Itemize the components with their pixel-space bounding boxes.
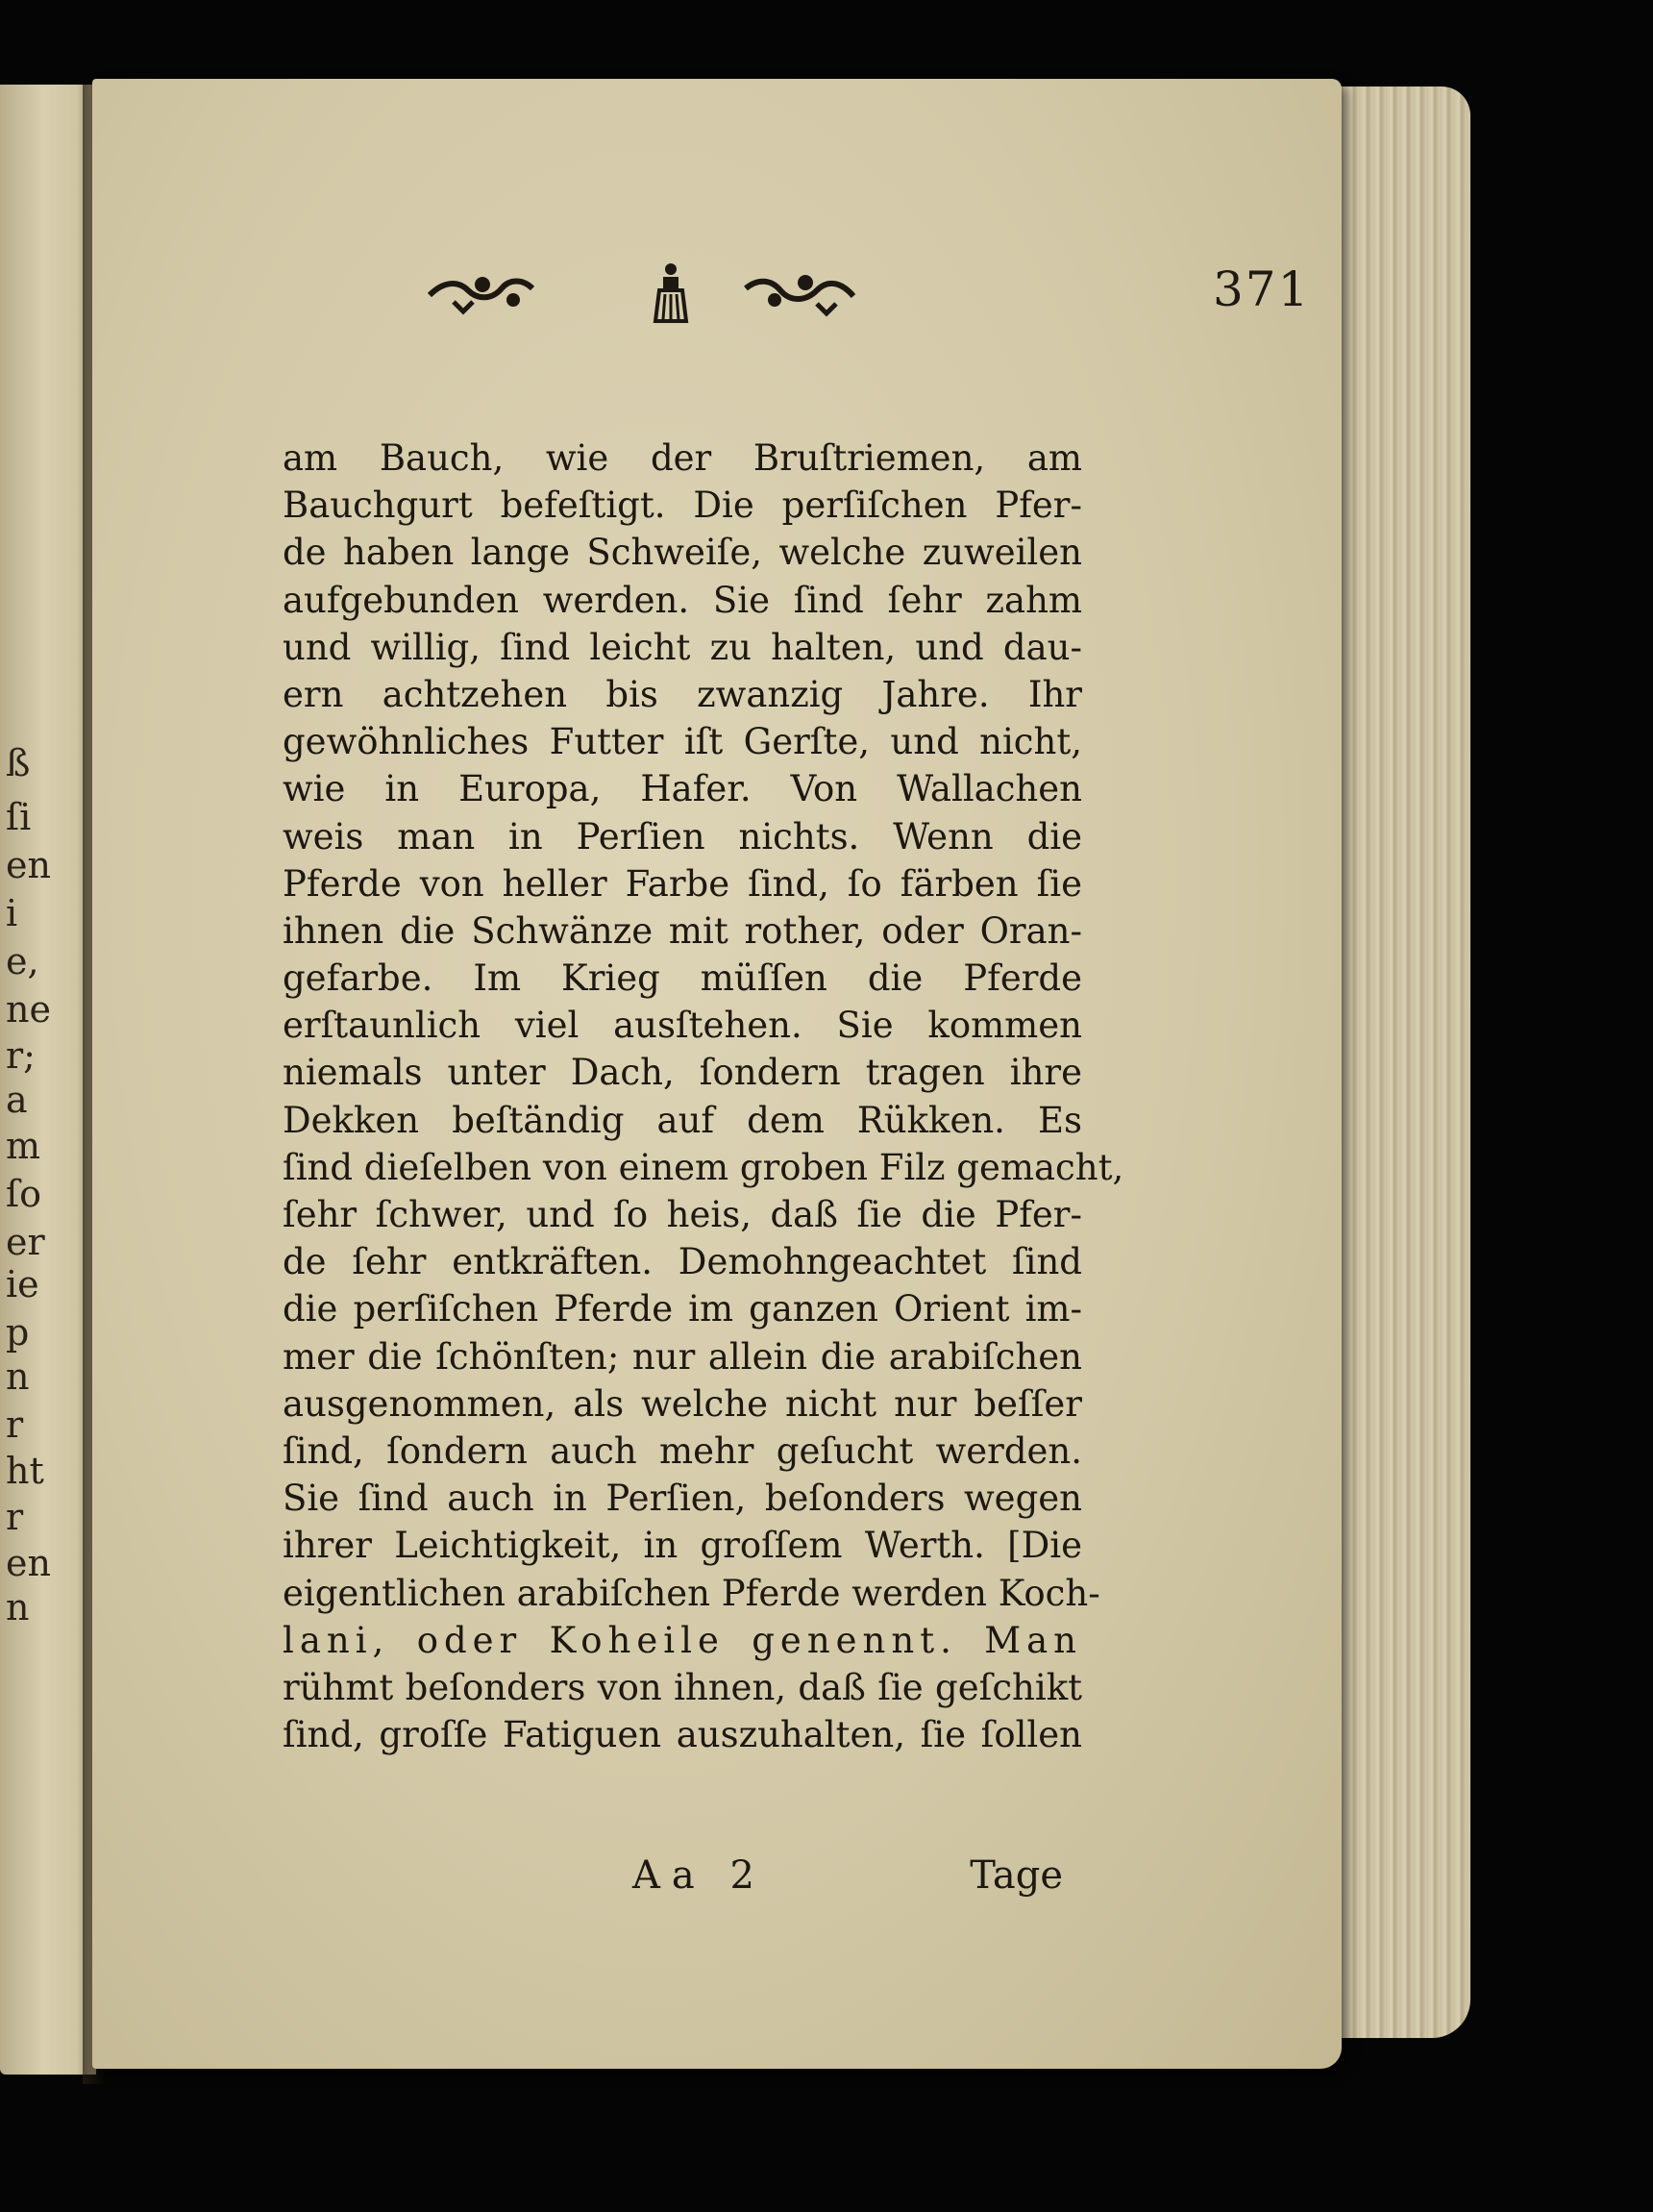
text-line: eigentlichen arabiſchen Pferde werden Koch- xyxy=(283,1572,1100,1614)
left-page-fragment: m xyxy=(6,1125,41,1167)
left-page-fragment: i xyxy=(6,892,18,934)
left-page-sliver xyxy=(0,85,96,2075)
left-page-fragment: ſi xyxy=(6,796,32,838)
left-page-fragment: en xyxy=(6,1542,51,1584)
page-number: 371 xyxy=(1213,261,1311,317)
right-fleuron-icon xyxy=(736,261,861,319)
text-line: erſtaunlich viel ausſtehen. Sie kommen xyxy=(283,1005,1082,1047)
text-line: ern achtzehen bis zwanzig Jahre. Ihr xyxy=(283,673,1082,715)
text-line: Pferde von heller Farbe ſind, ſo färben ſie xyxy=(283,862,1082,905)
left-page-fragment: en xyxy=(6,844,51,886)
text-line: die perſiſchen Pferde im ganzen Orient im- xyxy=(283,1288,1082,1330)
text-line: ihrer Leichtigkeit, in groſſem Werth. [Die xyxy=(283,1525,1082,1567)
left-page-fragment: r; xyxy=(6,1034,36,1077)
running-head xyxy=(425,261,1311,348)
text-line: niemals unter Dach, ſondern tragen ihre xyxy=(283,1052,1082,1094)
text-line: gewöhnliches Futter iſt Gerſte, und nicht, xyxy=(283,721,1082,763)
text-line: rühmt beſonders von ihnen, daß ſie geſchikt xyxy=(283,1666,1082,1708)
text-line: weis man in Perſien nichts. Wenn die xyxy=(283,815,1082,857)
text-line: Dekken beſtändig auf dem Rükken. Es xyxy=(283,1099,1082,1141)
text-line: am Bauch, wie der Bruſtriemen, am xyxy=(283,437,1082,479)
left-page-fragment: n xyxy=(6,1355,30,1398)
left-page-fragment: r xyxy=(6,1404,24,1446)
left-page-fragment: a xyxy=(6,1079,28,1121)
text-line: ſind, groſſe Fatiguen auszuhalten, ſie ſollen xyxy=(283,1714,1082,1756)
text-line: aufgebunden werden. Sie ſind ſehr zahm xyxy=(283,579,1082,621)
left-page-fragment: e, xyxy=(6,940,39,982)
left-page-fragment: ne xyxy=(6,988,51,1031)
left-page-fragment: n xyxy=(6,1586,30,1628)
text-line: ausgenommen, als welche nicht nur beſſer xyxy=(283,1382,1082,1425)
center-tassel-icon xyxy=(652,261,690,329)
text-line: de haben lange Schweiſe, welche zuweilen xyxy=(283,532,1082,574)
right-page xyxy=(92,79,1342,2069)
text-line: mer die ſchönſten; nur allein die arabiſchen xyxy=(283,1335,1082,1378)
text-line: lani, oder Koheile genennt. Man xyxy=(283,1619,1082,1661)
text-line: Bauchgurt befeſtigt. Die perſiſchen Pfer- xyxy=(283,485,1082,527)
left-page-fragment: ie xyxy=(6,1263,39,1305)
text-line: ſind dieſelben von einem groben Filz gemacht, xyxy=(283,1146,1124,1188)
left-page-fragment: p xyxy=(6,1311,30,1354)
left-page-fragment: r xyxy=(6,1496,24,1538)
text-line: ſind, ſondern auch mehr geſucht werden. xyxy=(283,1429,1082,1472)
left-page-fragment: er xyxy=(6,1221,45,1263)
left-page-fragment: ſo xyxy=(6,1173,41,1215)
catchword: Tage xyxy=(970,1853,1063,1898)
left-page-fragment: ß xyxy=(6,742,31,784)
signature-mark: Aa 2 xyxy=(632,1853,766,1898)
text-line: wie in Europa, Hafer. Von Wallachen xyxy=(283,768,1082,810)
left-fleuron-icon xyxy=(425,261,550,319)
text-line: Sie ſind auch in Perſien, beſonders wegen xyxy=(283,1478,1082,1520)
left-page-fragment: ht xyxy=(6,1450,44,1492)
text-line: de ſehr entkräften. Demohngeachtet ſind xyxy=(283,1241,1082,1283)
text-line: ihnen die Schwänze mit rother, oder Oran- xyxy=(283,909,1082,952)
text-line: gefarbe. Im Krieg müſſen die Pferde xyxy=(283,957,1082,1000)
page-footer xyxy=(283,1853,1082,1901)
body-text xyxy=(283,435,1124,1758)
text-line: ſehr ſchwer, und ſo heis, daß ſie die Pfer- xyxy=(283,1194,1082,1235)
text-line: und willig, ſind leicht zu halten, und dau- xyxy=(283,626,1082,668)
